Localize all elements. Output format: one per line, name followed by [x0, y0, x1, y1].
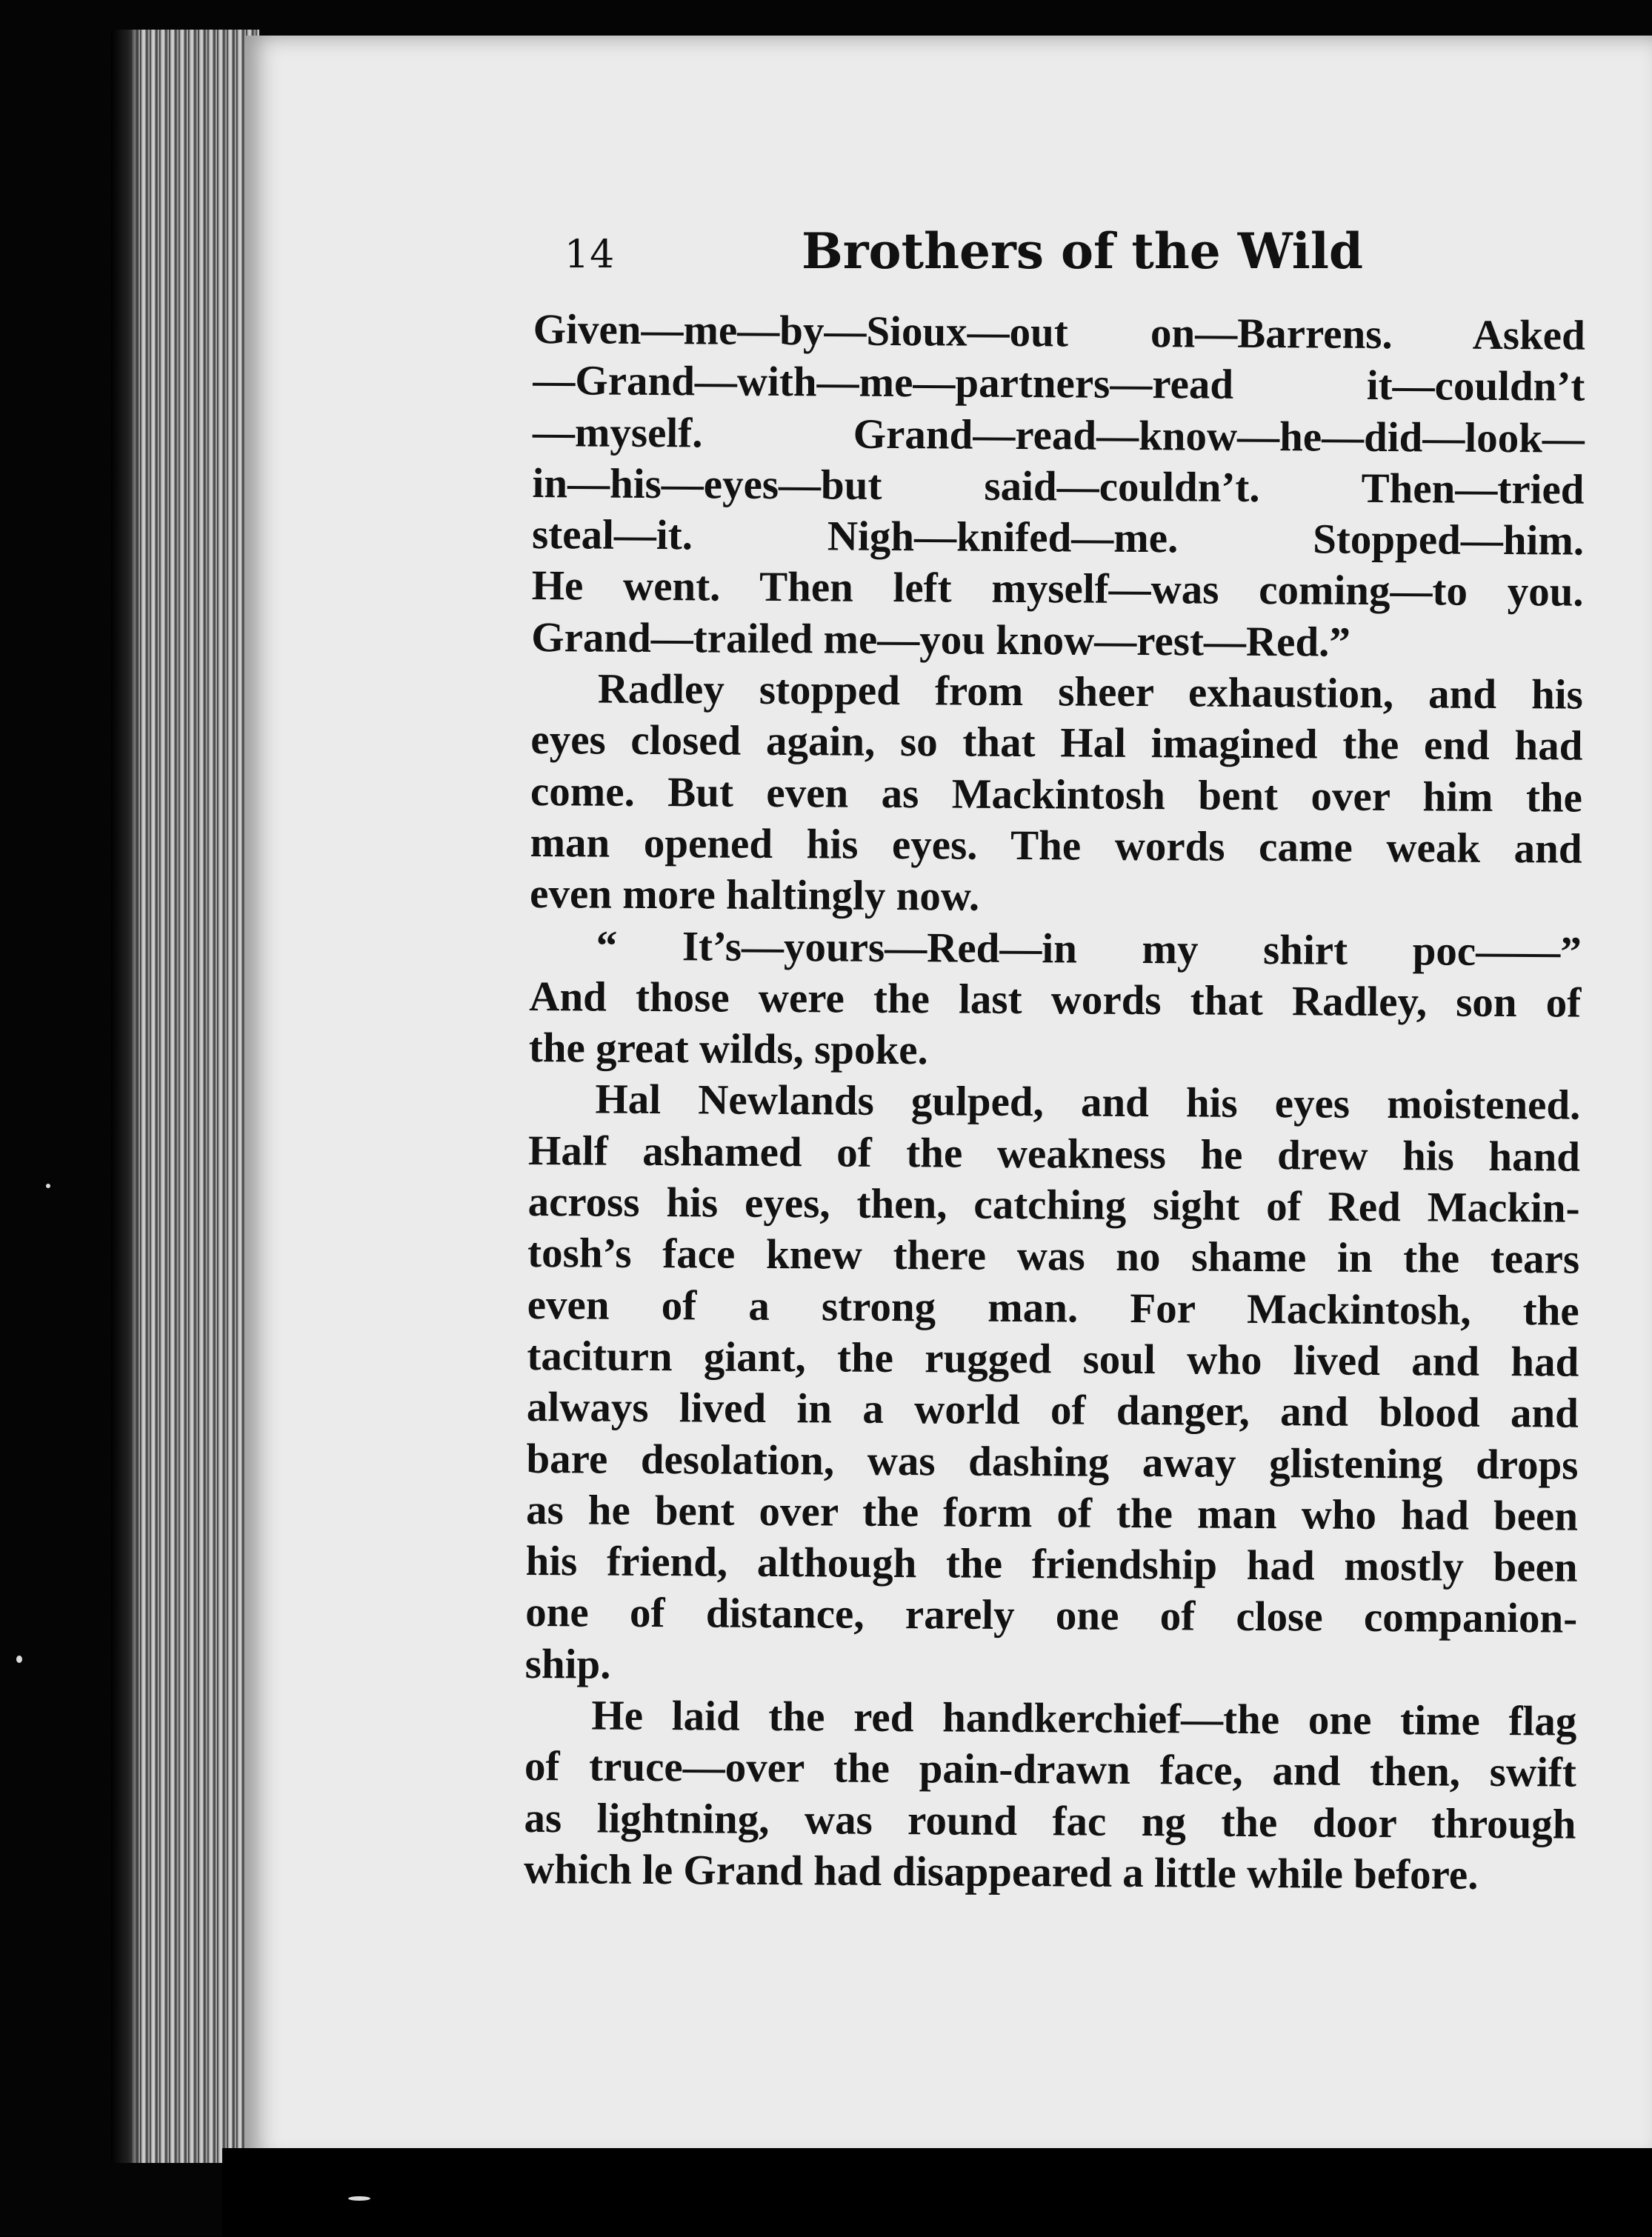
text-line: ship. — [524, 1640, 611, 1688]
text-line: of truce—over the pain-drawn face, and then, swift — [524, 1743, 1577, 1796]
text-line: eyes closed again, so that Hal imagined the end had — [530, 716, 1583, 770]
text-line: He laid the red handkerchief—the one time flag — [591, 1692, 1577, 1745]
scan-speck — [16, 1656, 22, 1663]
text-line: —Grand—with—me—partners—read it—couldn’t — [533, 357, 1585, 410]
text-line: even more haltingly now. — [529, 870, 980, 920]
text-line: the great wilds, spoke. — [528, 1024, 928, 1074]
text-line: as he bent over the form of the man who had been — [525, 1486, 1579, 1540]
text-line: one of distance, rarely one of close companion- — [525, 1589, 1578, 1643]
body-text — [524, 304, 1585, 1901]
text-line: in—his—eyes—but said—couldn’t. Then—tried — [532, 459, 1585, 513]
scan-speck — [46, 1184, 50, 1188]
text-line: He went. Then left myself—was coming—to you. — [531, 562, 1584, 616]
running-title: Brothers of the Wild — [802, 222, 1364, 280]
text-line: tosh’s face knew there was no shame in the tears — [527, 1230, 1580, 1283]
text-line: bare desolation, was dashing away glistening drops — [526, 1435, 1579, 1489]
text-line: as lightning, was round fac ng the door through — [524, 1794, 1576, 1848]
text-line: which le Grand had disappeared a little while before. — [523, 1845, 1479, 1898]
text-line: taciturn giant, the rugged soul who lived and had — [527, 1332, 1579, 1386]
page-bottom-border — [222, 2148, 1652, 2237]
text-line: steal—it. Nigh—knifed—me. Stopped—him. — [531, 511, 1585, 564]
text-line: Half ashamed of the weakness he drew his hand — [527, 1127, 1581, 1181]
page-number: 14 — [564, 233, 616, 277]
scan-speck — [348, 2196, 370, 2201]
page-header — [564, 222, 1364, 289]
text-line: “ It’s—yours—Red—in my shirt poc——” — [596, 922, 1582, 976]
text-line: Grand—trailed me—you know—rest—Red.” — [531, 613, 1351, 666]
text-line: And those were the last words that Radley, son of — [529, 973, 1582, 1027]
text-line: his friend, although the friendship had mostly been — [525, 1538, 1578, 1591]
text-line: man opened his eyes. The words came weak and — [530, 819, 1582, 873]
text-line: —myself. Grand—read—know—he—did—look— — [532, 408, 1585, 462]
text-line: come. But even as Mackintosh bent over him the — [530, 767, 1583, 821]
text-line: Hal Newlands gulped, and his eyes moistened. — [595, 1076, 1581, 1130]
text-line: even of a strong man. For Mackintosh, the — [527, 1281, 1579, 1335]
text-line: across his eyes, then, catching sight of Red Mackin- — [527, 1178, 1580, 1232]
book-spine-shadow — [111, 30, 141, 2163]
text-line: Given—me—by—Sioux—out on—Barrens. Asked — [533, 305, 1585, 359]
text-line: Radley stopped from sheer exhaustion, and his — [597, 665, 1583, 719]
text-line: always lived in a world of danger, and blood and — [526, 1384, 1579, 1437]
